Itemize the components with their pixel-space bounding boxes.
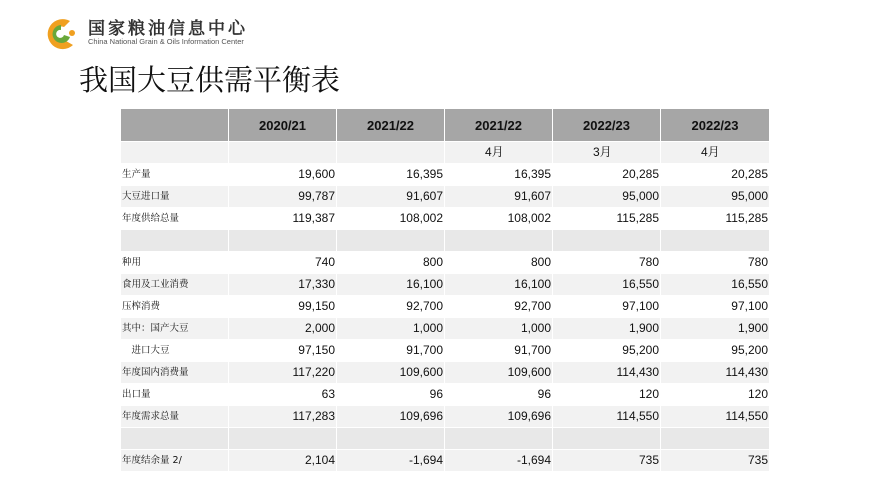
- row-label: 其中：国产大豆: [121, 318, 229, 340]
- table-row: [121, 362, 769, 384]
- value-cell: [661, 428, 769, 450]
- value-cell: [553, 428, 661, 450]
- value-cell: 780: [553, 252, 661, 274]
- value-cell: [445, 230, 553, 252]
- column-header: 2020/21: [229, 109, 337, 142]
- value-cell: 114,430: [661, 362, 769, 384]
- value-cell: 20,285: [553, 164, 661, 186]
- month-cell: [337, 142, 445, 164]
- value-cell: -1,694: [337, 450, 445, 472]
- value-cell: 20,285: [661, 164, 769, 186]
- month-cell: 4月: [661, 142, 769, 164]
- value-cell: 17,330: [229, 274, 337, 296]
- value-cell: 114,430: [553, 362, 661, 384]
- table-row: [121, 252, 769, 274]
- table-row: [121, 340, 769, 362]
- value-cell: 97,100: [553, 296, 661, 318]
- value-cell: 115,285: [661, 208, 769, 230]
- value-cell: 95,000: [661, 186, 769, 208]
- value-cell: 109,600: [337, 362, 445, 384]
- value-cell: -1,694: [445, 450, 553, 472]
- value-cell: 16,395: [337, 164, 445, 186]
- row-label: 年度需求总量: [121, 406, 229, 428]
- value-cell: 99,150: [229, 296, 337, 318]
- column-header: 2021/22: [337, 109, 445, 142]
- value-cell: 91,700: [337, 340, 445, 362]
- org-logo-icon: [40, 15, 82, 53]
- value-cell: 117,220: [229, 362, 337, 384]
- value-cell: 114,550: [553, 406, 661, 428]
- table-row: [121, 164, 769, 186]
- month-row: [121, 142, 769, 164]
- value-cell: 16,100: [445, 274, 553, 296]
- page-title: 我国大豆供需平衡表: [79, 63, 341, 97]
- value-cell: [553, 230, 661, 252]
- value-cell: 109,696: [337, 406, 445, 428]
- value-cell: 91,607: [445, 186, 553, 208]
- table-row: [121, 318, 769, 340]
- value-cell: 800: [337, 252, 445, 274]
- value-cell: [229, 230, 337, 252]
- value-cell: [337, 230, 445, 252]
- value-cell: 108,002: [337, 208, 445, 230]
- table-row: [121, 406, 769, 428]
- month-cell: 3月: [553, 142, 661, 164]
- row-label: 进口大豆: [121, 340, 229, 362]
- value-cell: 16,100: [337, 274, 445, 296]
- row-label: 年度结余量 2/: [121, 450, 229, 472]
- value-cell: 19,600: [229, 164, 337, 186]
- value-cell: 63: [229, 384, 337, 406]
- table-row: [121, 450, 769, 472]
- month-cell: 4月: [445, 142, 553, 164]
- table-row: [121, 428, 769, 450]
- column-header: 2021/22: [445, 109, 553, 142]
- value-cell: 117,283: [229, 406, 337, 428]
- value-cell: [229, 428, 337, 450]
- value-cell: 92,700: [445, 296, 553, 318]
- row-label: 种用: [121, 252, 229, 274]
- table-row: [121, 274, 769, 296]
- column-header: 2022/23: [661, 109, 769, 142]
- value-cell: 120: [661, 384, 769, 406]
- value-cell: 1,900: [553, 318, 661, 340]
- column-header: 2022/23: [553, 109, 661, 142]
- value-cell: 1,900: [661, 318, 769, 340]
- value-cell: 97,100: [661, 296, 769, 318]
- value-cell: 120: [553, 384, 661, 406]
- org-name-cn: 国家粮油信息中心: [88, 19, 248, 39]
- value-cell: 780: [661, 252, 769, 274]
- value-cell: 108,002: [445, 208, 553, 230]
- value-cell: 1,000: [445, 318, 553, 340]
- value-cell: 109,600: [445, 362, 553, 384]
- table-row: [121, 384, 769, 406]
- value-cell: 735: [661, 450, 769, 472]
- row-label: 出口量: [121, 384, 229, 406]
- row-label: 大豆进口量: [121, 186, 229, 208]
- value-cell: 800: [445, 252, 553, 274]
- value-cell: 97,150: [229, 340, 337, 362]
- value-cell: [445, 428, 553, 450]
- table-row: [121, 208, 769, 230]
- value-cell: 2,104: [229, 450, 337, 472]
- value-cell: 96: [337, 384, 445, 406]
- value-cell: 16,550: [553, 274, 661, 296]
- value-cell: 91,607: [337, 186, 445, 208]
- row-label: 压榨消费: [121, 296, 229, 318]
- value-cell: [661, 230, 769, 252]
- value-cell: 735: [553, 450, 661, 472]
- value-cell: 740: [229, 252, 337, 274]
- value-cell: 114,550: [661, 406, 769, 428]
- month-cell: [229, 142, 337, 164]
- value-cell: 91,700: [445, 340, 553, 362]
- org-name-en: China National Grain & Oils Information Center: [88, 37, 244, 46]
- column-header: [121, 109, 229, 142]
- value-cell: 1,000: [337, 318, 445, 340]
- row-label: 生产量: [121, 164, 229, 186]
- row-label: [121, 428, 229, 450]
- table-row: [121, 186, 769, 208]
- value-cell: 92,700: [337, 296, 445, 318]
- value-cell: 16,550: [661, 274, 769, 296]
- row-label: 食用及工业消费: [121, 274, 229, 296]
- value-cell: 95,200: [553, 340, 661, 362]
- value-cell: 99,787: [229, 186, 337, 208]
- value-cell: 16,395: [445, 164, 553, 186]
- table-row: [121, 296, 769, 318]
- value-cell: 2,000: [229, 318, 337, 340]
- row-label: [121, 230, 229, 252]
- table-row: [121, 230, 769, 252]
- value-cell: 95,200: [661, 340, 769, 362]
- month-cell: [121, 142, 229, 164]
- value-cell: 119,387: [229, 208, 337, 230]
- table-header-row: [121, 109, 769, 142]
- row-label: 年度国内消费量: [121, 362, 229, 384]
- value-cell: 109,696: [445, 406, 553, 428]
- row-label: 年度供给总量: [121, 208, 229, 230]
- supply-demand-table: [121, 109, 769, 472]
- value-cell: 96: [445, 384, 553, 406]
- value-cell: [337, 428, 445, 450]
- value-cell: 95,000: [553, 186, 661, 208]
- value-cell: 115,285: [553, 208, 661, 230]
